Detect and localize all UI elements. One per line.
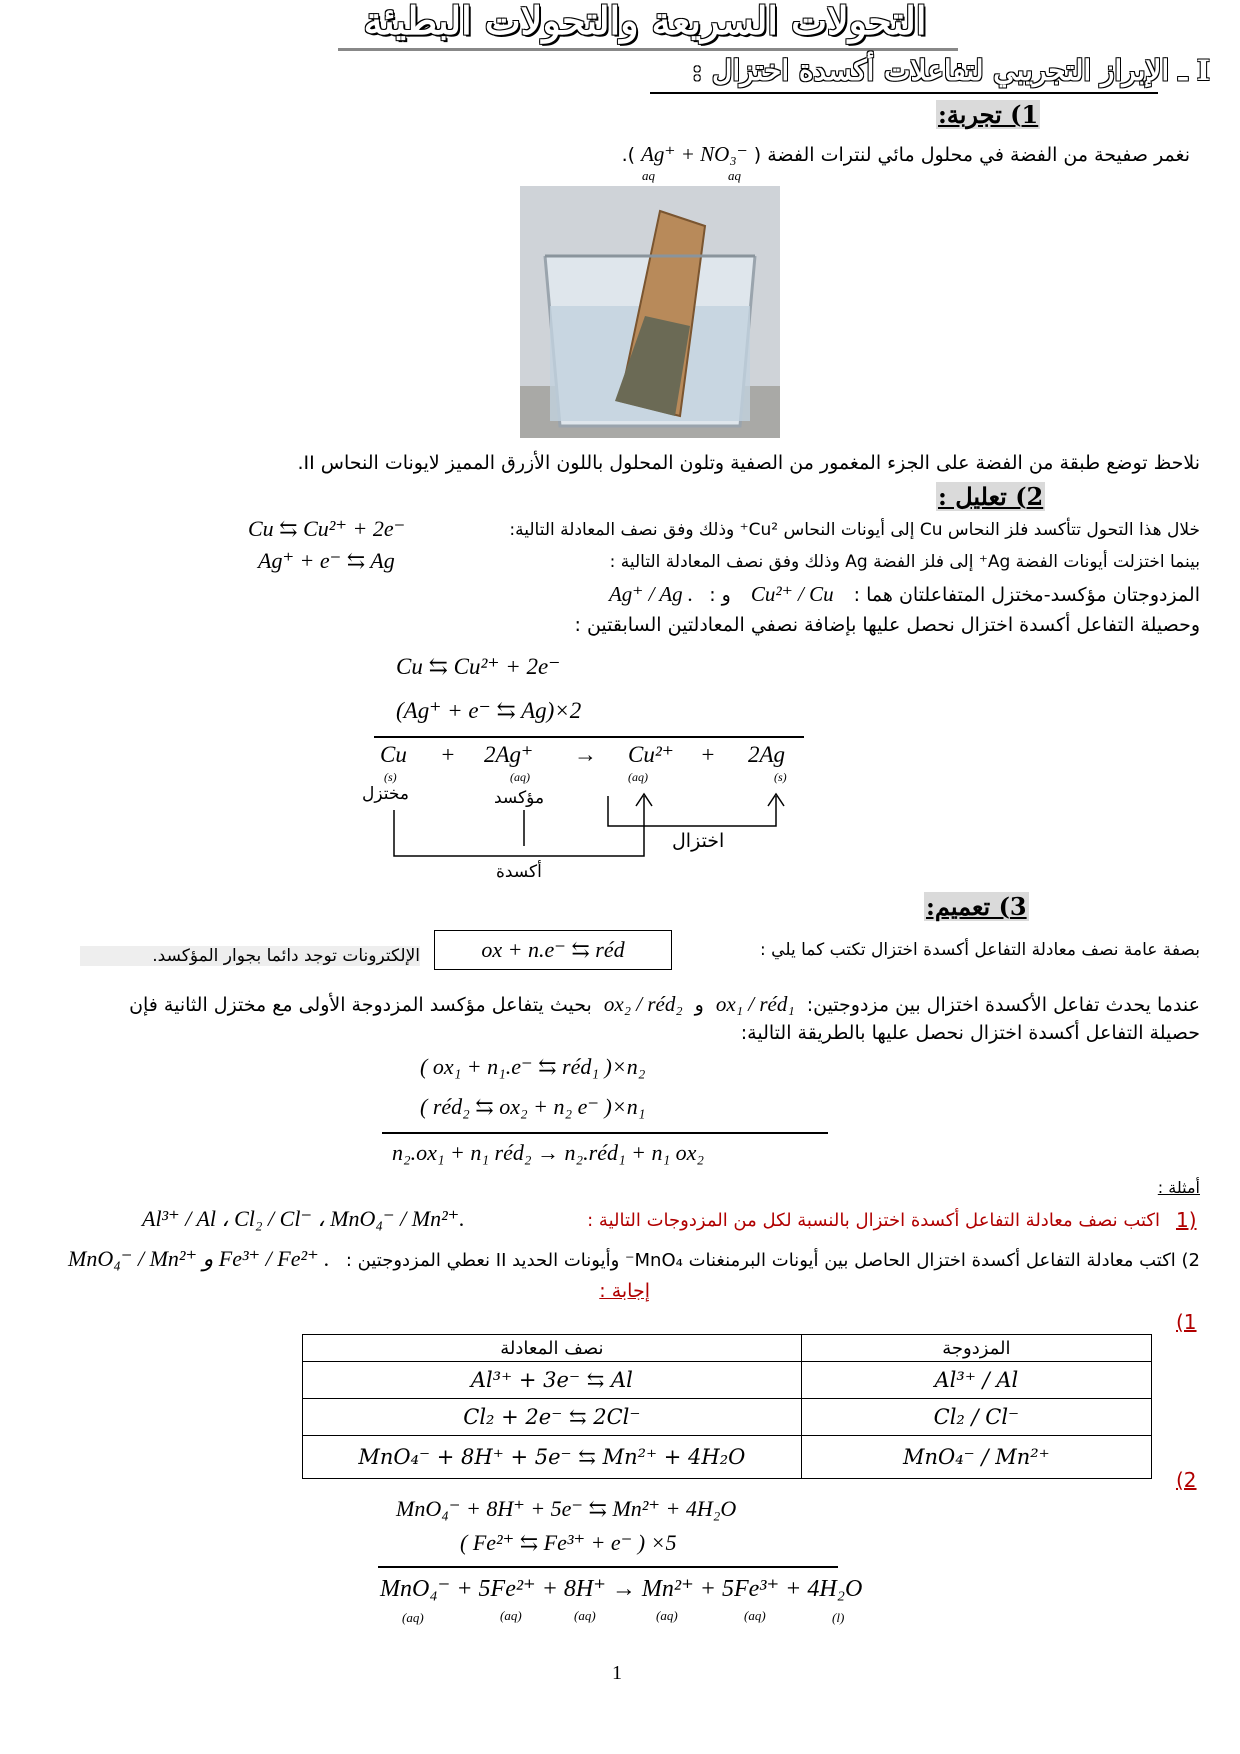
answer-1-label: (1 [1176,1310,1197,1334]
final-state-3: (aq) [574,1608,596,1623]
page-title: التحولات السريعة والتحولات البطيئة [363,0,927,43]
couples-text: المزدوجتان مؤكسد-مختزل المتفاعلتان هما : Cu²⁺ / Cu و : Ag⁺ / Ag . [608,582,1200,606]
final-state-4: (aq) [656,1608,678,1623]
diagram-reduction-label: اختزال [672,830,725,852]
question2-couples: MnO₄⁻ / Mn²⁺ و Fe³⁺ / Fe²⁺ . [68,1246,330,1271]
diagram-state-3: (aq) [628,770,648,784]
section-heading: I ـ الإبراز التجريبي لتفاعلات أكسدة اختزال : [691,54,1210,87]
general-sum-line [382,1132,828,1134]
table-cell-couple: MnO₄⁻ / Mn²⁺ [801,1436,1151,1479]
table-cell-equation: MnO₄⁻ + 8H⁺ + 5e⁻ ⇆ Mn²⁺ + 4H₂O [303,1436,802,1479]
table-cell-equation: Cl₂ + 2e⁻ ⇆ 2Cl⁻ [303,1399,802,1436]
table-row [303,1362,1152,1399]
answer-label: إجابة : [599,1280,650,1302]
experiment-photo [520,186,780,438]
question1-couples: Al³⁺ / Al ، Cl₂ / Cl⁻ ، MnO₄⁻ / Mn²⁺. [142,1206,465,1231]
diagram-state-1: (s) [384,770,397,784]
examples-label: أمثلة : [1157,1178,1200,1197]
question1-number: 1) [1176,1208,1197,1232]
general-line1: ( ox₁ + n₁.e⁻ ⇆ réd₁ )×n₂ [420,1054,646,1079]
analysis-eq1: Cu ⇆ Cu²⁺ + 2e⁻ [248,516,406,541]
diagram-result-6: + [700,742,716,767]
table-cell-equation: Al³⁺ + 3e⁻ ⇆ Al [303,1362,802,1399]
table-cell-couple: Cl₂ / Cl⁻ [801,1399,1151,1436]
table-cell-couple: Al³⁺ / Al [801,1362,1151,1399]
diagram-result-2: + [440,742,456,767]
beaker-illustration [520,186,780,438]
general-note: الإلكترونات توجد دائما بجوار المؤكسد. [80,946,420,966]
diagram-oxidation-label: أكسدة [496,862,542,882]
diagram-result-4: → [574,742,597,767]
final-state-6: (l) [832,1610,845,1625]
diagram-reducer-label: مختزل [362,784,409,804]
analysis-line1: خلال هذا التحول تتأكسد فلز النحاس Cu إلى أيونات النحاس Cu²⁺ وذلك وفق نصف المعادلة التالية: [509,520,1200,540]
diagram-line1: Cu ⇆ Cu²⁺ + 2e⁻ [396,654,561,679]
title-underline [338,48,958,51]
final-line2: ( Fe²⁺ ⇆ Fe³⁺ + e⁻ ) ×5 [460,1530,677,1555]
when-text-1: عندما يحدث تفاعل الأكسدة اختزال بين مزدوجتين: ox₁ / réd₁ و ox₂ / réd₂ بحيث يتفاعل مؤكسد المزدوجة الأولى مع مختزل الثانية فإن [129,992,1200,1016]
final-state-2: (aq) [500,1608,522,1623]
analysis-eq2: Ag⁺ + e⁻ ⇆ Ag [258,548,395,573]
general-equation-box: ox + n.e⁻ ⇆ réd [434,930,672,970]
diagram-arrows [356,646,816,886]
general-result: n₂.ox₁ + n₁ réd₂ → n₂.réd₁ + n₁ ox₂ [392,1140,705,1165]
diagram-result-7: 2Ag [748,742,786,767]
observation-text: نلاحظ توضع طبقة من الفضة على الجزء المغمور من الصفية وتلون المحلول باللون الأزرق المميز لايونات النحاس II. [297,452,1200,474]
general-line2: ( réd₂ ⇆ ox₂ + n₂ e⁻ )×n₁ [420,1094,646,1119]
general-heading: 3) تعميم: [926,892,1027,921]
diagram-result-1: Cu [380,742,407,767]
final-sum-line [378,1566,838,1568]
experiment-heading: 1) تجربة: [938,100,1039,129]
diagram-oxidant-label: مؤكسد [494,788,545,808]
diagram-state-4: (s) [774,770,787,784]
experiment-text: نغمر صفيحة من الفضة في محلول مائي لنترات الفضة ( Ag⁺ + NO₃⁻ ). [621,142,1190,166]
page-number: 1 [612,1662,622,1684]
diagram-result-3: 2Ag⁺ [484,742,534,767]
state-aq-1: aq [642,168,655,183]
diagram-line2: (Ag⁺ + e⁻ ⇆ Ag)×2 [396,698,582,723]
analysis-line2: بينما اختزلت أيونات الفضة Ag⁺ إلى فلز الفضة Ag وذلك وفق نصف المعادلة التالية : [609,552,1200,572]
table-header-equation: نصف المعادلة [303,1335,802,1362]
sum-text: وحصيلة التفاعل أكسدة اختزال نحصل عليها بإضافة نصفي المعادلتين السابقتين : [574,614,1200,636]
state-aq-2: aq [728,168,741,183]
half-equations-table [302,1334,1152,1479]
diagram-state-2: (aq) [510,770,530,784]
final-result: MnO₄⁻ + 5Fe²⁺ + 8H⁺ → Mn²⁺ + 5Fe³⁺ + 4H₂O [380,1576,863,1602]
question1-text: اكتب نصف معادلة التفاعل أكسدة اختزال بالنسبة لكل من المزدوجات التالية : [587,1210,1160,1231]
final-state-5: (aq) [744,1608,766,1623]
analysis-heading: 2) تعليل : [938,482,1044,511]
answer-2-label: (2 [1176,1468,1197,1492]
table-row [303,1399,1152,1436]
question2-text: 2) اكتب معادلة التفاعل أكسدة اختزال الحاصل بين أيونات البرمنغنات MnO₄⁻ وأيونات الحديد II نعطي المزدوجتين : [345,1250,1200,1271]
diagram-result-5: Cu²⁺ [628,742,674,767]
when-text-2: حصيلة التفاعل أكسدة اختزال نحصل عليها بالطريقة التالية: [740,1022,1200,1044]
table-row [303,1436,1152,1479]
table-header-couple: المزدوجة [801,1335,1151,1362]
reaction-diagram [356,646,816,886]
final-state-1: (aq) [402,1610,424,1625]
final-line1: MnO₄⁻ + 8H⁺ + 5e⁻ ⇆ Mn²⁺ + 4H₂O [396,1496,737,1521]
table-header-row [303,1335,1152,1362]
general-text: بصفة عامة نصف معادلة التفاعل أكسدة اختزال تكتب كما يلي : [760,940,1200,960]
section-underline [650,92,1158,94]
